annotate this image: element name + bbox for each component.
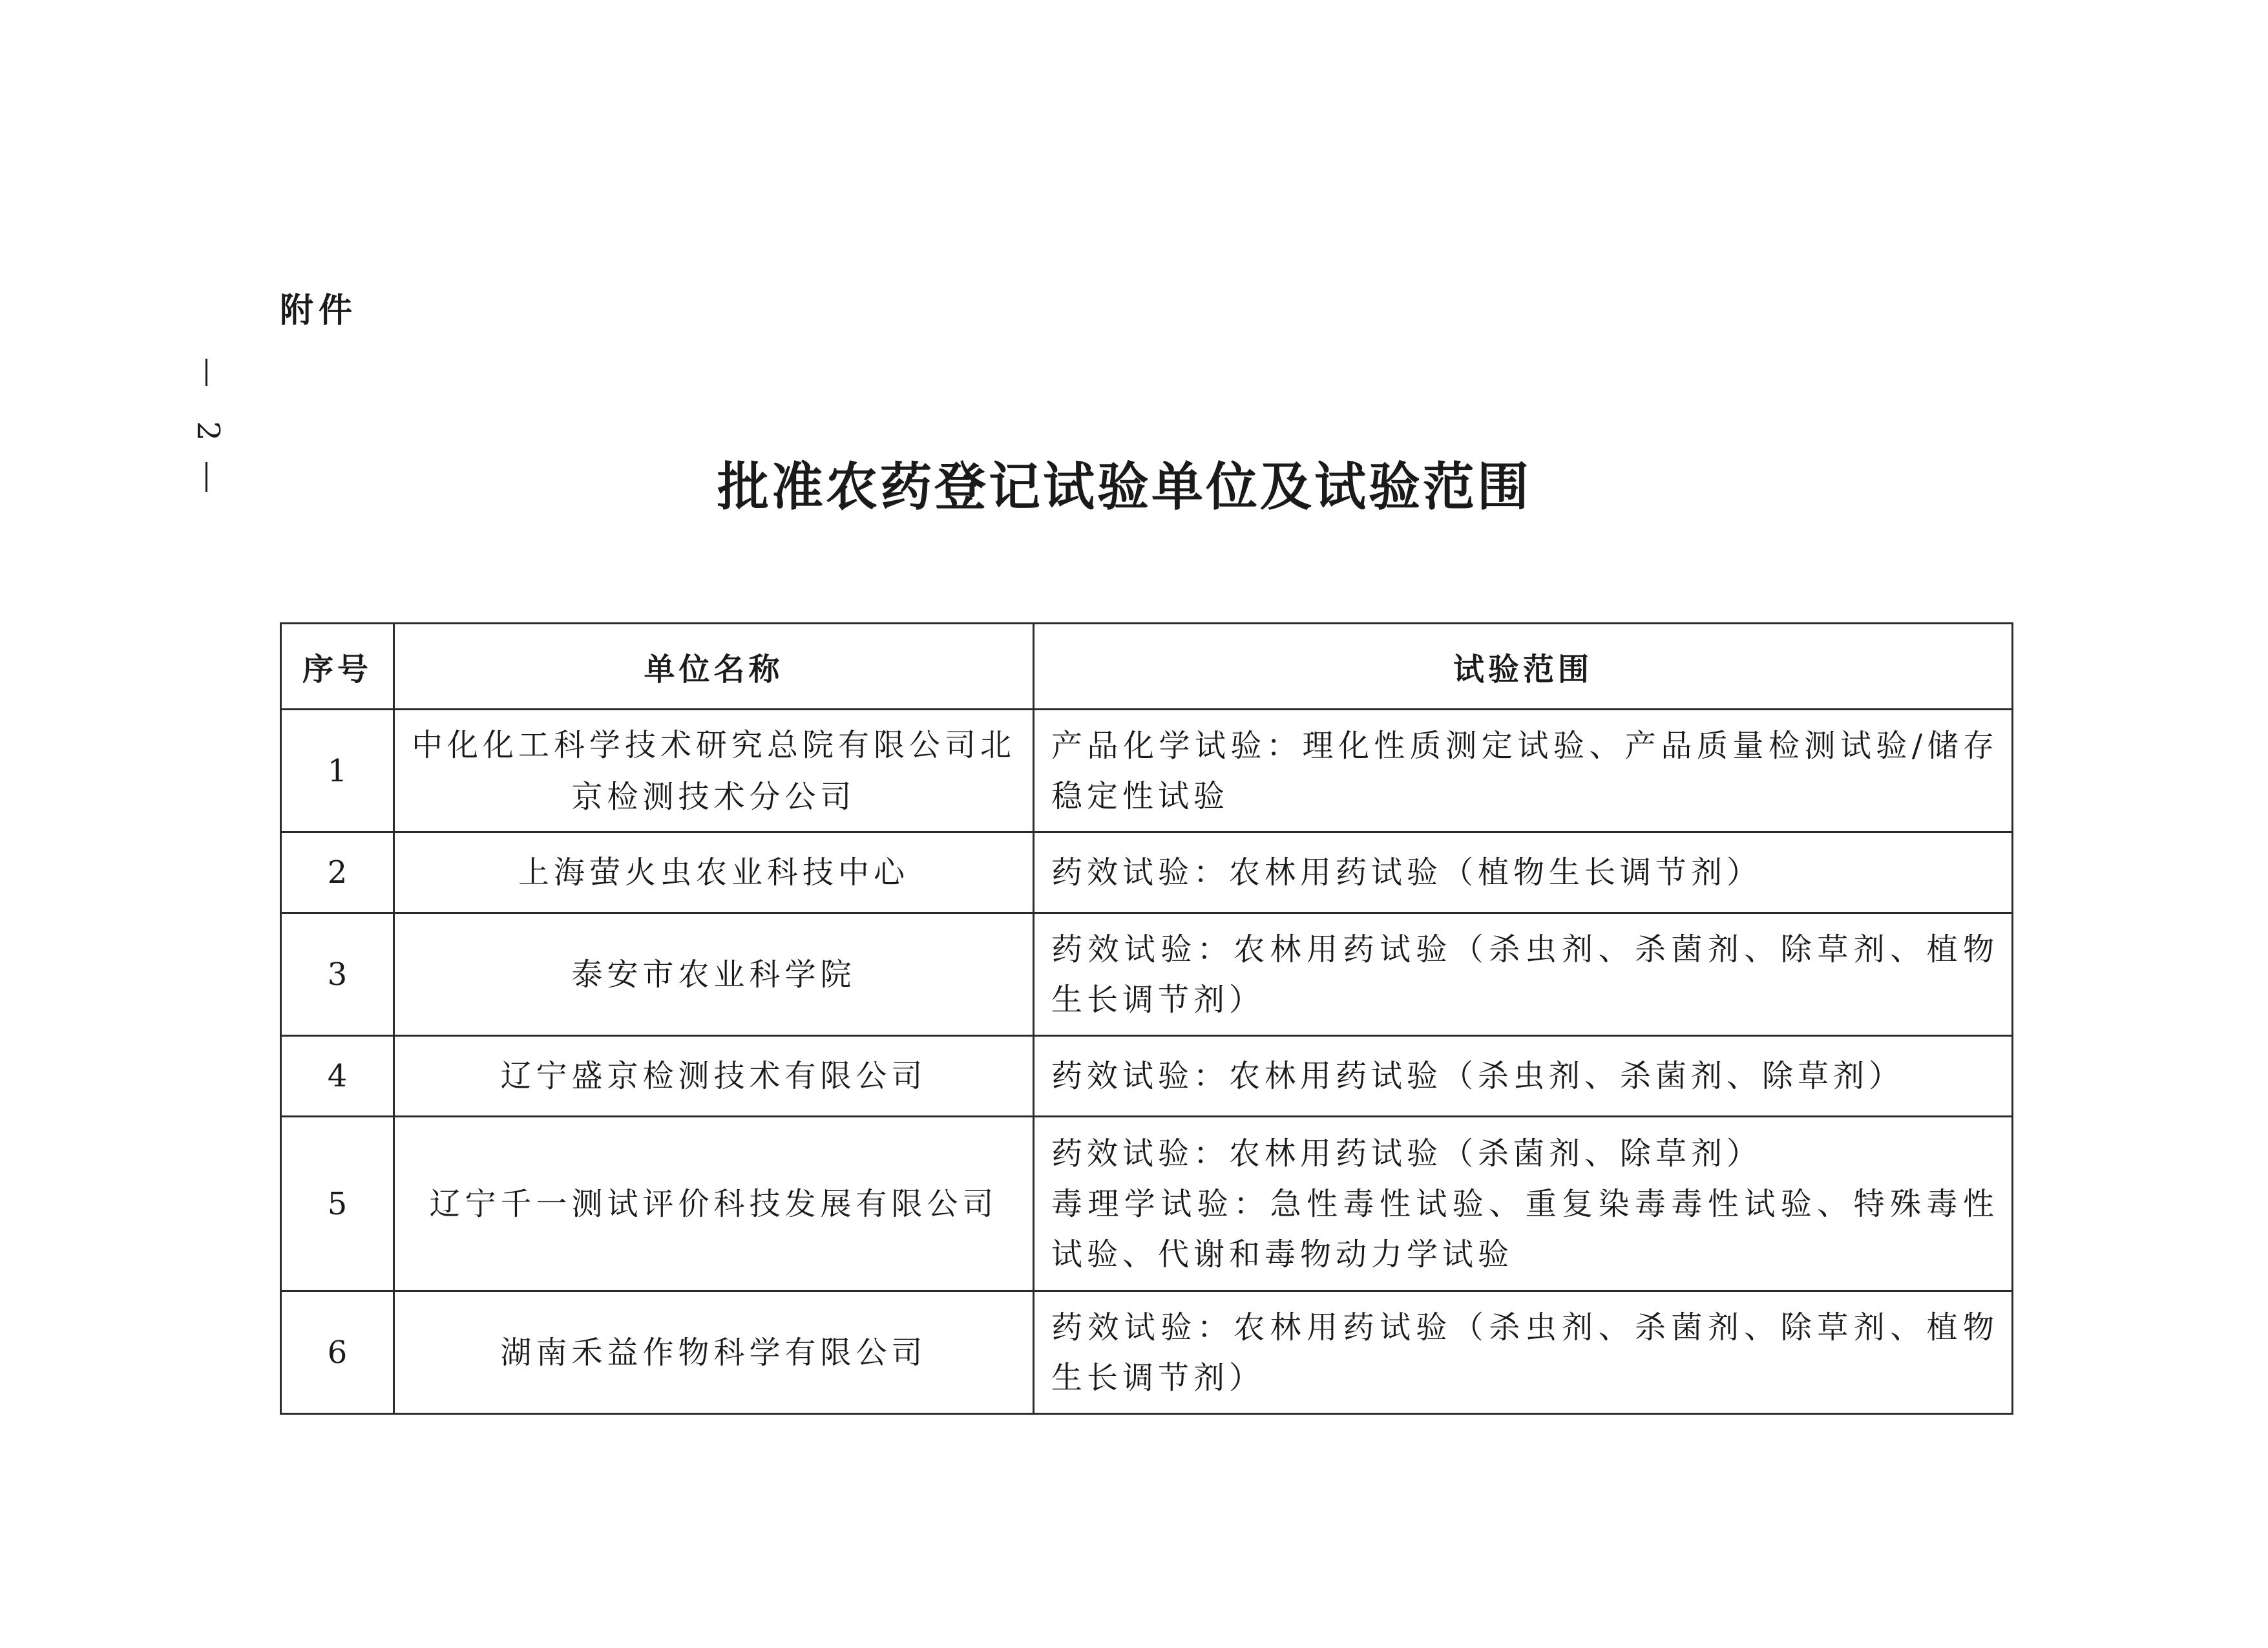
row-test-scope xyxy=(1034,710,2013,832)
scope-line: 药效试验：农林用药试验（杀虫剂、杀菌剂、除草剂、植物生长调节剂） xyxy=(1051,931,1999,1018)
table-row xyxy=(281,1117,2013,1291)
table-row xyxy=(281,913,2013,1036)
header-unit-name: 单位名称 xyxy=(394,624,1034,710)
row-unit-name: 中化化工科学技术研究总院有限公司北京检测技术分公司 xyxy=(394,710,1034,832)
row-test-scope xyxy=(1034,1117,2013,1291)
scope-line: 药效试验：农林用药试验（杀菌剂、除草剂） xyxy=(1051,1135,1763,1172)
row-test-scope xyxy=(1034,1036,2013,1117)
row-serial-number: 5 xyxy=(281,1117,394,1291)
table-header-row xyxy=(281,624,2013,710)
row-test-scope xyxy=(1034,913,2013,1036)
approved-units-table xyxy=(280,622,2013,1415)
table-row xyxy=(281,1291,2013,1414)
row-serial-number: 6 xyxy=(281,1291,394,1414)
row-unit-name: 辽宁盛京检测技术有限公司 xyxy=(394,1036,1034,1117)
page-number-dash-bottom xyxy=(205,462,207,492)
scope-line: 药效试验：农林用药试验（杀虫剂、杀菌剂、除草剂、植物生长调节剂） xyxy=(1051,1309,1999,1396)
table-row xyxy=(281,832,2013,913)
row-unit-name: 湖南禾益作物科学有限公司 xyxy=(394,1291,1034,1414)
header-serial-number: 序号 xyxy=(281,624,394,710)
row-test-scope xyxy=(1034,1291,2013,1414)
document-title: 批准农药登记试验单位及试验范围 xyxy=(717,456,1531,517)
row-serial-number: 2 xyxy=(281,832,394,913)
row-unit-name: 辽宁千一测试评价科技发展有限公司 xyxy=(394,1117,1034,1291)
page-number-dash-top xyxy=(205,359,207,386)
row-serial-number: 1 xyxy=(281,710,394,832)
page-number: 2 xyxy=(190,421,226,441)
page-number-marker xyxy=(185,359,230,501)
scope-line: 毒理学试验：急性毒性试验、重复染毒毒性试验、特殊毒性试验、代谢和毒物动力学试验 xyxy=(1051,1185,1999,1273)
table-row xyxy=(281,1036,2013,1117)
header-test-scope: 试验范围 xyxy=(1034,624,2013,710)
row-serial-number: 3 xyxy=(281,913,394,1036)
row-unit-name: 上海萤火虫农业科技中心 xyxy=(394,832,1034,913)
row-test-scope xyxy=(1034,832,2013,913)
scope-line: 产品化学试验：理化性质测定试验、产品质量检测试验/储存稳定性试验 xyxy=(1051,727,1999,814)
scope-line: 药效试验：农林用药试验（杀虫剂、杀菌剂、除草剂） xyxy=(1051,1058,1905,1094)
attachment-label: 附件 xyxy=(280,291,358,330)
table-row xyxy=(281,710,2013,832)
scope-line: 药效试验：农林用药试验（植物生长调节剂） xyxy=(1051,854,1763,891)
row-serial-number: 4 xyxy=(281,1036,394,1117)
row-unit-name: 泰安市农业科学院 xyxy=(394,913,1034,1036)
